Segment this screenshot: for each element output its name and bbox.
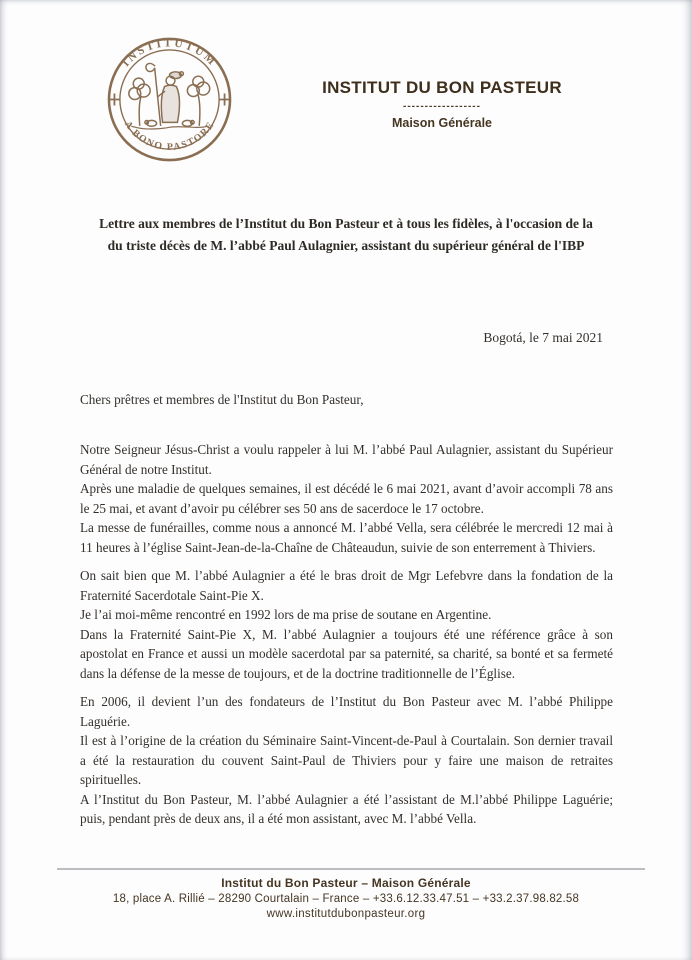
body-sentence: A l’Institut du Bon Pasteur, M. l’abbé Aulagnier a été l’assistant de M.l’abbé Philippe Laguérie; puis, pendant près de deux ans, il a été mon assistant, avec M. l’abbé Vella. <box>80 791 613 826</box>
good-shepherd-figure <box>129 63 210 129</box>
ibp-seal-graphic <box>106 36 233 163</box>
paragraph <box>80 692 613 829</box>
masthead <box>302 78 582 130</box>
subject-line-1: Lettre aux membres de l’Institut du Bon Pasteur et à tous les fidèles, à l'occasion de la <box>99 216 593 231</box>
body-sentence: Je l’ai moi-même rencontré en 1992 lors de ma prise de soutane en Argentine. <box>80 607 492 622</box>
footer <box>0 876 692 920</box>
body-sentence: En 2006, il devient l’un des fondateurs de l’Institut du Bon Pasteur avec M. l’abbé Philippe Laguérie. <box>80 694 613 729</box>
body-sentence: Dans la Fraternité Saint-Pie X, M. l’abbé Aulagnier a toujours été une référence grâce à son apostolat en France et aussi un modèle sacerdotal par sa paternité, sa charité, sa bonté et sa fermeté dans la défense de la messe de toujours, et de la doctrine traditionnelle de l’Église. <box>80 626 613 681</box>
org-subtitle: Maison Générale <box>391 116 493 130</box>
body-sentence: La messe de funérailles, comme nous a annoncé M. l’abbé Vella, sera célébrée le mercredi 12 mai à 11 heures à l’église Saint-Jean-de-la-Chaîne de Châteaudun, suivie de son enterrement à Thiviers. <box>80 520 613 555</box>
footer-divider <box>57 868 645 870</box>
dash-divider: ------------------ <box>403 101 481 112</box>
body-sentence: Notre Seigneur Jésus-Christ a voulu rappeler à lui M. l’abbé Paul Aulagnier, assistant du Supérieur Général de notre Institut. <box>80 442 613 477</box>
body-sentence: Après une maladie de quelques semaines, il est décédé le 6 mai 2021, avant d’avoir accompli 78 ans le 25 mai, et avant d’avoir pu célébrer ses 50 ans de sacerdoce le 17 octobre. <box>80 481 613 516</box>
footer-address-line: 18, place A. Rillié – 28290 Courtalain – France – +33.6.12.33.47.51 – +33.2.37.98.82.58 <box>112 893 580 905</box>
org-title: INSTITUT DU BON PASTEUR <box>322 78 562 97</box>
seal-top-text: INSTITUTUM <box>119 37 219 70</box>
footer-org-line: Institut du Bon Pasteur – Maison Générale <box>221 876 471 890</box>
subject-line-2: du triste décès de M. l’abbé Paul Aulagnier, assistant du supérieur général de l'IBP <box>107 238 585 253</box>
dateline: Bogotá, le 7 mai 2021 <box>483 330 603 345</box>
footer-website: www.institutdubonpasteur.org <box>266 908 426 920</box>
subject-heading <box>60 213 632 257</box>
letter-body <box>80 440 613 838</box>
paragraph <box>80 566 613 683</box>
ibp-seal <box>106 36 233 163</box>
salutation: Chers prêtres et membres de l'Institut du Bon Pasteur, <box>80 392 364 407</box>
seal-bottom-text: A BONO PASTORE <box>121 119 218 153</box>
body-sentence: On sait bien que M. l’abbé Aulagnier a été le bras droit de Mgr Lefebvre dans la fondation de la Fraternité Sacerdotale Saint-Pie X. <box>80 568 613 603</box>
paragraph <box>80 440 613 557</box>
svg-text:A BONO PASTORE <box>122 119 217 153</box>
body-sentence: Il est à l’origine de la création du Séminaire Saint-Vincent-de-Paul à Courtalain. Son dernier travail a été la restauration du couvent Saint-Paul de Thiviers pour y faire une maison de retraites spirituelles. <box>80 733 613 787</box>
